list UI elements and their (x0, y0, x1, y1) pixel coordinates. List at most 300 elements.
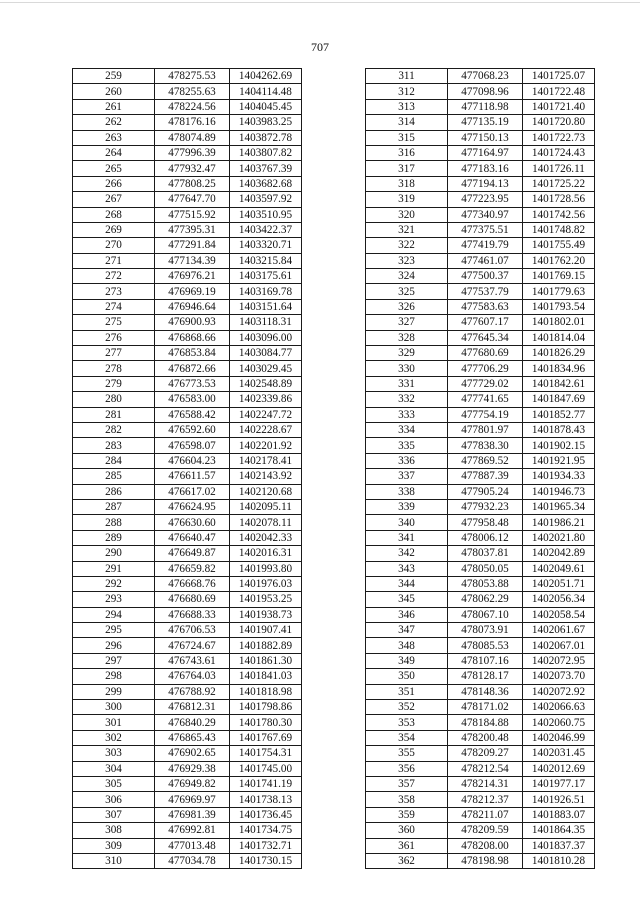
x-coordinate-cell: 476640.47 (155, 530, 230, 545)
y-coordinate-cell: 1401730.15 (230, 853, 302, 868)
point-number-cell: 361 (366, 838, 448, 853)
x-coordinate-cell: 477607.17 (448, 315, 523, 330)
x-coordinate-cell: 476688.33 (155, 607, 230, 622)
table-row (366, 623, 595, 638)
table-row (366, 776, 595, 791)
point-number-cell: 332 (366, 392, 448, 407)
point-number-cell: 271 (73, 253, 155, 268)
point-number-cell: 289 (73, 530, 155, 545)
table-row (73, 823, 302, 838)
table-row (366, 792, 595, 807)
y-coordinate-cell: 1401734.75 (230, 823, 302, 838)
point-number-cell: 272 (73, 269, 155, 284)
y-coordinate-cell: 1402049.61 (523, 561, 595, 576)
x-coordinate-cell: 476649.87 (155, 546, 230, 561)
point-number-cell: 322 (366, 238, 448, 253)
table-row (73, 315, 302, 330)
point-number-cell: 266 (73, 176, 155, 191)
y-coordinate-cell: 1403169.78 (230, 284, 302, 299)
table-row (366, 161, 595, 176)
x-coordinate-cell: 478184.88 (448, 715, 523, 730)
y-coordinate-cell: 1401793.54 (523, 299, 595, 314)
x-coordinate-cell: 476706.53 (155, 623, 230, 638)
x-coordinate-cell: 476788.92 (155, 684, 230, 699)
x-coordinate-cell: 478073.91 (448, 623, 523, 638)
x-coordinate-cell: 477291.84 (155, 238, 230, 253)
table-row (73, 576, 302, 591)
point-number-cell: 287 (73, 499, 155, 514)
table-row (73, 346, 302, 361)
y-coordinate-cell: 1402042.33 (230, 530, 302, 545)
x-coordinate-cell: 478085.53 (448, 638, 523, 653)
point-number-cell: 296 (73, 638, 155, 653)
point-number-cell: 351 (366, 684, 448, 699)
y-coordinate-cell: 1401965.34 (523, 499, 595, 514)
point-number-cell: 354 (366, 730, 448, 745)
table-row (73, 222, 302, 237)
point-number-cell: 259 (73, 69, 155, 84)
x-coordinate-cell: 476812.31 (155, 700, 230, 715)
table-row (73, 684, 302, 699)
x-coordinate-cell: 478208.00 (448, 838, 523, 853)
y-coordinate-cell: 1402247.72 (230, 407, 302, 422)
table-row (366, 438, 595, 453)
y-coordinate-cell: 1403320.71 (230, 238, 302, 253)
y-coordinate-cell: 1402046.99 (523, 730, 595, 745)
point-number-cell: 343 (366, 561, 448, 576)
point-number-cell: 328 (366, 330, 448, 345)
y-coordinate-cell: 1403151.64 (230, 299, 302, 314)
point-number-cell: 285 (73, 469, 155, 484)
table-row (73, 623, 302, 638)
x-coordinate-cell: 478128.17 (448, 669, 523, 684)
x-coordinate-cell: 476969.97 (155, 792, 230, 807)
y-coordinate-cell: 1402228.67 (230, 422, 302, 437)
x-coordinate-cell: 478148.36 (448, 684, 523, 699)
point-number-cell: 275 (73, 315, 155, 330)
table-row (73, 253, 302, 268)
point-number-cell: 362 (366, 853, 448, 868)
table-row (366, 422, 595, 437)
table-row (366, 700, 595, 715)
x-coordinate-cell: 477729.02 (448, 376, 523, 391)
point-number-cell: 316 (366, 145, 448, 160)
point-number-cell: 293 (73, 592, 155, 607)
point-number-cell: 324 (366, 269, 448, 284)
table-row (366, 761, 595, 776)
point-number-cell: 298 (73, 669, 155, 684)
table-row (366, 238, 595, 253)
table-row (366, 115, 595, 130)
y-coordinate-cell: 1401725.22 (523, 176, 595, 191)
y-coordinate-cell: 1403682.68 (230, 176, 302, 191)
y-coordinate-cell: 1401921.95 (523, 453, 595, 468)
y-coordinate-cell: 1402143.92 (230, 469, 302, 484)
table-row (73, 592, 302, 607)
table-row (73, 115, 302, 130)
point-number-cell: 282 (73, 422, 155, 437)
y-coordinate-cell: 1402066.63 (523, 700, 595, 715)
x-coordinate-cell: 476853.84 (155, 346, 230, 361)
point-number-cell: 300 (73, 700, 155, 715)
point-number-cell: 286 (73, 484, 155, 499)
point-number-cell: 355 (366, 746, 448, 761)
x-coordinate-cell: 478171.02 (448, 700, 523, 715)
x-coordinate-cell: 476946.64 (155, 299, 230, 314)
x-coordinate-cell: 478074.89 (155, 130, 230, 145)
y-coordinate-cell: 1402178.41 (230, 453, 302, 468)
point-number-cell: 350 (366, 669, 448, 684)
point-number-cell: 346 (366, 607, 448, 622)
table-row (366, 653, 595, 668)
point-number-cell: 313 (366, 99, 448, 114)
table-row (73, 238, 302, 253)
y-coordinate-cell: 1401861.30 (230, 653, 302, 668)
point-number-cell: 334 (366, 422, 448, 437)
point-number-cell: 330 (366, 361, 448, 376)
x-coordinate-cell: 477996.39 (155, 145, 230, 160)
y-coordinate-cell: 1401725.07 (523, 69, 595, 84)
x-coordinate-cell: 476900.93 (155, 315, 230, 330)
y-coordinate-cell: 1403807.82 (230, 145, 302, 160)
y-coordinate-cell: 1401798.86 (230, 700, 302, 715)
y-coordinate-cell: 1401993.80 (230, 561, 302, 576)
x-coordinate-cell: 477645.34 (448, 330, 523, 345)
table-row (73, 269, 302, 284)
x-coordinate-cell: 476659.82 (155, 561, 230, 576)
point-number-cell: 290 (73, 546, 155, 561)
y-coordinate-cell: 1403983.25 (230, 115, 302, 130)
y-coordinate-cell: 1401722.48 (523, 84, 595, 99)
coordinates-table-left (72, 68, 302, 869)
table-row (73, 176, 302, 191)
x-coordinate-cell: 477905.24 (448, 484, 523, 499)
y-coordinate-cell: 1401852.77 (523, 407, 595, 422)
y-coordinate-cell: 1403872.78 (230, 130, 302, 145)
point-number-cell: 335 (366, 438, 448, 453)
table-row (73, 69, 302, 84)
x-coordinate-cell: 477741.65 (448, 392, 523, 407)
y-coordinate-cell: 1402095.11 (230, 499, 302, 514)
y-coordinate-cell: 1401907.41 (230, 623, 302, 638)
table-row (366, 222, 595, 237)
y-coordinate-cell: 1404045.45 (230, 99, 302, 114)
y-coordinate-cell: 1401741.19 (230, 776, 302, 791)
x-coordinate-cell: 477932.23 (448, 499, 523, 514)
point-number-cell: 340 (366, 515, 448, 530)
x-coordinate-cell: 476611.57 (155, 469, 230, 484)
x-coordinate-cell: 478224.56 (155, 99, 230, 114)
point-number-cell: 353 (366, 715, 448, 730)
table-row (366, 361, 595, 376)
table-row (73, 530, 302, 545)
point-number-cell: 331 (366, 376, 448, 391)
y-coordinate-cell: 1403029.45 (230, 361, 302, 376)
x-coordinate-cell: 477150.13 (448, 130, 523, 145)
point-number-cell: 315 (366, 130, 448, 145)
table-row (366, 284, 595, 299)
x-coordinate-cell: 477419.79 (448, 238, 523, 253)
point-number-cell: 320 (366, 207, 448, 222)
y-coordinate-cell: 1401780.30 (230, 715, 302, 730)
point-number-cell: 295 (73, 623, 155, 638)
y-coordinate-cell: 1401745.00 (230, 761, 302, 776)
y-coordinate-cell: 1401810.28 (523, 853, 595, 868)
table-row (366, 99, 595, 114)
x-coordinate-cell: 476868.66 (155, 330, 230, 345)
x-coordinate-cell: 478214.31 (448, 776, 523, 791)
point-number-cell: 338 (366, 484, 448, 499)
y-coordinate-cell: 1401726.11 (523, 161, 595, 176)
x-coordinate-cell: 477647.70 (155, 192, 230, 207)
point-number-cell: 319 (366, 192, 448, 207)
y-coordinate-cell: 1401826.29 (523, 346, 595, 361)
table-row (366, 607, 595, 622)
y-coordinate-cell: 1402078.11 (230, 515, 302, 530)
point-number-cell: 276 (73, 330, 155, 345)
point-number-cell: 280 (73, 392, 155, 407)
point-number-cell: 262 (73, 115, 155, 130)
point-number-cell: 308 (73, 823, 155, 838)
table-row (366, 130, 595, 145)
point-number-cell: 357 (366, 776, 448, 791)
x-coordinate-cell: 477583.63 (448, 299, 523, 314)
y-coordinate-cell: 1401847.69 (523, 392, 595, 407)
x-coordinate-cell: 477754.19 (448, 407, 523, 422)
y-coordinate-cell: 1402016.31 (230, 546, 302, 561)
point-number-cell: 339 (366, 499, 448, 514)
table-row (366, 530, 595, 545)
table-row (366, 69, 595, 84)
point-number-cell: 267 (73, 192, 155, 207)
x-coordinate-cell: 477515.92 (155, 207, 230, 222)
table-row (73, 392, 302, 407)
table-row (73, 422, 302, 437)
point-number-cell: 278 (73, 361, 155, 376)
x-coordinate-cell: 477135.19 (448, 115, 523, 130)
y-coordinate-cell: 1401724.43 (523, 145, 595, 160)
x-coordinate-cell: 477461.07 (448, 253, 523, 268)
table-row (366, 176, 595, 191)
table-row (366, 484, 595, 499)
x-coordinate-cell: 477223.95 (448, 192, 523, 207)
point-number-cell: 329 (366, 346, 448, 361)
table-row (73, 130, 302, 145)
y-coordinate-cell: 1401728.56 (523, 192, 595, 207)
x-coordinate-cell: 476588.42 (155, 407, 230, 422)
y-coordinate-cell: 1402072.92 (523, 684, 595, 699)
x-coordinate-cell: 478050.05 (448, 561, 523, 576)
point-number-cell: 268 (73, 207, 155, 222)
x-coordinate-cell: 477932.47 (155, 161, 230, 176)
y-coordinate-cell: 1402012.69 (523, 761, 595, 776)
table-row (366, 592, 595, 607)
x-coordinate-cell: 476902.65 (155, 746, 230, 761)
table-row (366, 561, 595, 576)
table-row (73, 546, 302, 561)
x-coordinate-cell: 476840.29 (155, 715, 230, 730)
x-coordinate-cell: 477340.97 (448, 207, 523, 222)
table-row (73, 669, 302, 684)
table-row (366, 684, 595, 699)
y-coordinate-cell: 1402339.86 (230, 392, 302, 407)
point-number-cell: 344 (366, 576, 448, 591)
point-number-cell: 348 (366, 638, 448, 653)
y-coordinate-cell: 1401841.03 (230, 669, 302, 684)
x-coordinate-cell: 477098.96 (448, 84, 523, 99)
x-coordinate-cell: 477808.25 (155, 176, 230, 191)
table-row (73, 561, 302, 576)
y-coordinate-cell: 1401755.49 (523, 238, 595, 253)
table-row (73, 792, 302, 807)
table-row (366, 838, 595, 853)
y-coordinate-cell: 1402056.34 (523, 592, 595, 607)
x-coordinate-cell: 477395.31 (155, 222, 230, 237)
x-coordinate-cell: 477838.30 (448, 438, 523, 453)
y-coordinate-cell: 1402031.45 (523, 746, 595, 761)
point-number-cell: 307 (73, 807, 155, 822)
y-coordinate-cell: 1401769.15 (523, 269, 595, 284)
table-row (366, 145, 595, 160)
y-coordinate-cell: 1401802.01 (523, 315, 595, 330)
point-number-cell: 306 (73, 792, 155, 807)
table-row (73, 192, 302, 207)
table-row (73, 484, 302, 499)
y-coordinate-cell: 1402201.92 (230, 438, 302, 453)
x-coordinate-cell: 476630.60 (155, 515, 230, 530)
point-number-cell: 277 (73, 346, 155, 361)
point-number-cell: 279 (73, 376, 155, 391)
y-coordinate-cell: 1401767.69 (230, 730, 302, 745)
x-coordinate-cell: 476598.07 (155, 438, 230, 453)
table-row (366, 715, 595, 730)
x-coordinate-cell: 476773.53 (155, 376, 230, 391)
point-number-cell: 311 (366, 69, 448, 84)
top-rule (0, 2, 640, 3)
y-coordinate-cell: 1402067.01 (523, 638, 595, 653)
table-row (73, 638, 302, 653)
point-number-cell: 294 (73, 607, 155, 622)
table-row (366, 330, 595, 345)
y-coordinate-cell: 1404262.69 (230, 69, 302, 84)
y-coordinate-cell: 1402058.54 (523, 607, 595, 622)
x-coordinate-cell: 478275.53 (155, 69, 230, 84)
coordinates-table-right (365, 68, 595, 869)
table-row (366, 453, 595, 468)
table-row (73, 499, 302, 514)
y-coordinate-cell: 1402060.75 (523, 715, 595, 730)
y-coordinate-cell: 1401977.17 (523, 776, 595, 791)
point-number-cell: 358 (366, 792, 448, 807)
point-number-cell: 261 (73, 99, 155, 114)
table-row (366, 546, 595, 561)
x-coordinate-cell: 478255.63 (155, 84, 230, 99)
point-number-cell: 273 (73, 284, 155, 299)
y-coordinate-cell: 1401732.71 (230, 838, 302, 853)
x-coordinate-cell: 476617.02 (155, 484, 230, 499)
point-number-cell: 309 (73, 838, 155, 853)
x-coordinate-cell: 476743.61 (155, 653, 230, 668)
table-row (73, 407, 302, 422)
point-number-cell: 321 (366, 222, 448, 237)
x-coordinate-cell: 478053.88 (448, 576, 523, 591)
y-coordinate-cell: 1401837.37 (523, 838, 595, 853)
y-coordinate-cell: 1401934.33 (523, 469, 595, 484)
x-coordinate-cell: 477034.78 (155, 853, 230, 868)
point-number-cell: 349 (366, 653, 448, 668)
table-row (366, 392, 595, 407)
table-row (366, 669, 595, 684)
table-row (73, 515, 302, 530)
point-number-cell: 303 (73, 746, 155, 761)
y-coordinate-cell: 1404114.48 (230, 84, 302, 99)
table-row (73, 84, 302, 99)
point-number-cell: 264 (73, 145, 155, 160)
y-coordinate-cell: 1401814.04 (523, 330, 595, 345)
y-coordinate-cell: 1401864.35 (523, 823, 595, 838)
x-coordinate-cell: 476583.00 (155, 392, 230, 407)
x-coordinate-cell: 476624.95 (155, 499, 230, 514)
point-number-cell: 274 (73, 299, 155, 314)
y-coordinate-cell: 1403215.84 (230, 253, 302, 268)
x-coordinate-cell: 478037.81 (448, 546, 523, 561)
x-coordinate-cell: 477068.23 (448, 69, 523, 84)
point-number-cell: 333 (366, 407, 448, 422)
point-number-cell: 302 (73, 730, 155, 745)
x-coordinate-cell: 477706.29 (448, 361, 523, 376)
y-coordinate-cell: 1403422.37 (230, 222, 302, 237)
table-row (73, 161, 302, 176)
table-row (366, 499, 595, 514)
x-coordinate-cell: 478062.29 (448, 592, 523, 607)
y-coordinate-cell: 1403175.61 (230, 269, 302, 284)
point-number-cell: 270 (73, 238, 155, 253)
point-number-cell: 263 (73, 130, 155, 145)
y-coordinate-cell: 1401883.07 (523, 807, 595, 822)
point-number-cell: 281 (73, 407, 155, 422)
table-row (366, 823, 595, 838)
x-coordinate-cell: 476981.39 (155, 807, 230, 822)
point-number-cell: 288 (73, 515, 155, 530)
x-coordinate-cell: 478212.37 (448, 792, 523, 807)
y-coordinate-cell: 1401720.80 (523, 115, 595, 130)
table-row (366, 576, 595, 591)
table-row (73, 730, 302, 745)
table-row (366, 192, 595, 207)
x-coordinate-cell: 476992.81 (155, 823, 230, 838)
y-coordinate-cell: 1401818.98 (230, 684, 302, 699)
y-coordinate-cell: 1403096.00 (230, 330, 302, 345)
x-coordinate-cell: 477183.16 (448, 161, 523, 176)
y-coordinate-cell: 1403118.31 (230, 315, 302, 330)
x-coordinate-cell: 477164.97 (448, 145, 523, 160)
y-coordinate-cell: 1402120.68 (230, 484, 302, 499)
point-number-cell: 341 (366, 530, 448, 545)
y-coordinate-cell: 1401748.82 (523, 222, 595, 237)
point-number-cell: 347 (366, 623, 448, 638)
table-row (73, 700, 302, 715)
x-coordinate-cell: 477958.48 (448, 515, 523, 530)
table-row (366, 746, 595, 761)
point-number-cell: 314 (366, 115, 448, 130)
point-number-cell: 356 (366, 761, 448, 776)
x-coordinate-cell: 478176.16 (155, 115, 230, 130)
table-row (73, 776, 302, 791)
y-coordinate-cell: 1401926.51 (523, 792, 595, 807)
point-number-cell: 345 (366, 592, 448, 607)
x-coordinate-cell: 477801.97 (448, 422, 523, 437)
y-coordinate-cell: 1401721.40 (523, 99, 595, 114)
